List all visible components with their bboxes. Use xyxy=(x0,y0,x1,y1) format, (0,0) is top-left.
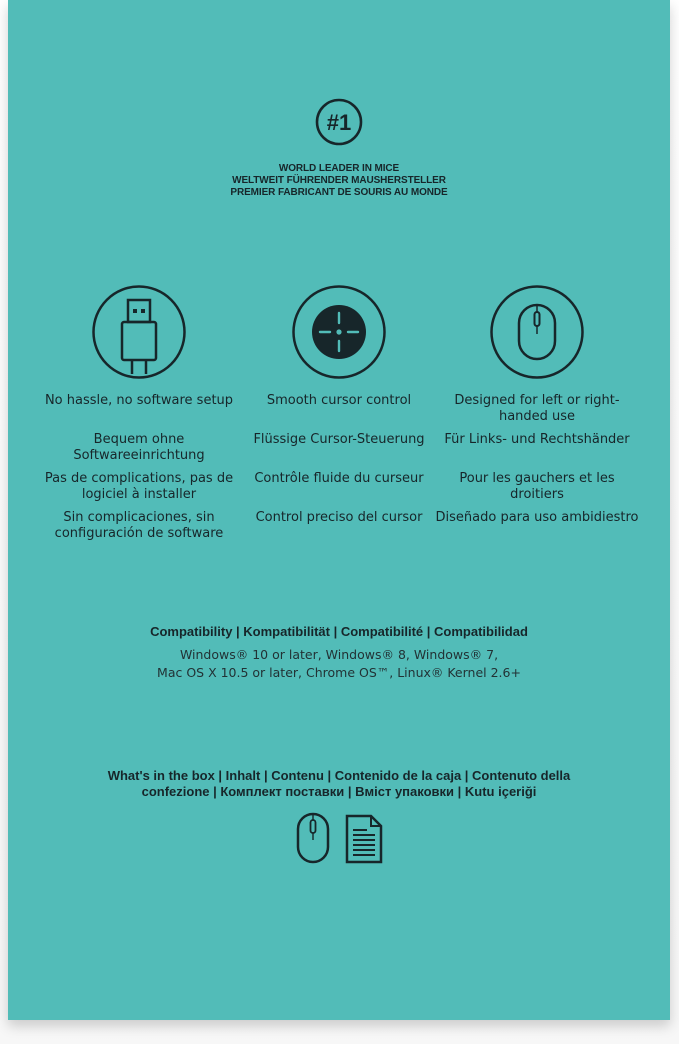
compatibility-title: Compatibility | Kompatibilität | Compatibilité | Compatibilidad xyxy=(150,624,528,639)
feature-no-software xyxy=(34,393,244,549)
feature-text-de: Für Links- und Rechtshänder xyxy=(444,432,630,447)
feature-text-es: Control preciso del cursor xyxy=(255,510,423,525)
feature-text-en: No hassle, no software setup xyxy=(44,393,234,408)
in-the-box-line-2: confezione | Комплект поставки | Вміст упаковки | Kutu içeriği xyxy=(141,784,537,799)
usb-connector-icon xyxy=(91,284,187,380)
crosshair-cursor-icon xyxy=(291,284,387,380)
feature-text-en: Smooth cursor control xyxy=(266,393,412,408)
feature-ambidextrous xyxy=(432,393,642,549)
tagline-de: WELTWEIT FÜHRENDER MAUSHERSTELLER xyxy=(232,175,446,186)
tagline-fr: PREMIER FABRICANT DE SOURIS AU MONDE xyxy=(230,187,448,198)
feature-smooth-cursor xyxy=(234,393,444,549)
package-panel xyxy=(8,0,670,1020)
mouse-icon xyxy=(296,812,330,864)
number-one-badge-icon xyxy=(314,97,364,147)
tagline xyxy=(8,163,670,199)
compatibility-list xyxy=(8,646,670,682)
feature-text-fr: Contrôle fluide du curseur xyxy=(254,471,424,486)
feature-text-fr: Pas de complications, pas de logiciel à installer xyxy=(44,471,234,502)
in-the-box-line-1: What's in the box | Inhalt | Contenu | Contenido de la caja | Contenuto della xyxy=(107,768,571,783)
in-the-box-heading xyxy=(8,768,670,800)
document-icon xyxy=(345,814,383,864)
compatibility-line-1: Windows® 10 or later, Windows® 8, Windows® 7, xyxy=(179,647,499,662)
feature-text-en: Designed for left or right-handed use xyxy=(454,393,620,424)
tagline-en: WORLD LEADER IN MICE xyxy=(278,163,400,174)
feature-text-de: Bequem ohne Softwareeinrichtung xyxy=(73,432,205,463)
feature-text-fr: Pour les gauchers et les droitiers xyxy=(459,471,615,502)
feature-text-de: Flüssige Cursor-Steuerung xyxy=(253,432,425,447)
badge-text: #1 xyxy=(326,110,352,135)
feature-text-es: Sin complicaciones, sin configuración de software xyxy=(54,510,224,541)
compatibility-line-2: Mac OS X 10.5 or later, Chrome OS™, Linux® Kernel 2.6+ xyxy=(157,665,521,680)
feature-text-es: Diseñado para uso ambidiestro xyxy=(435,510,639,525)
mouse-icon xyxy=(489,284,585,380)
